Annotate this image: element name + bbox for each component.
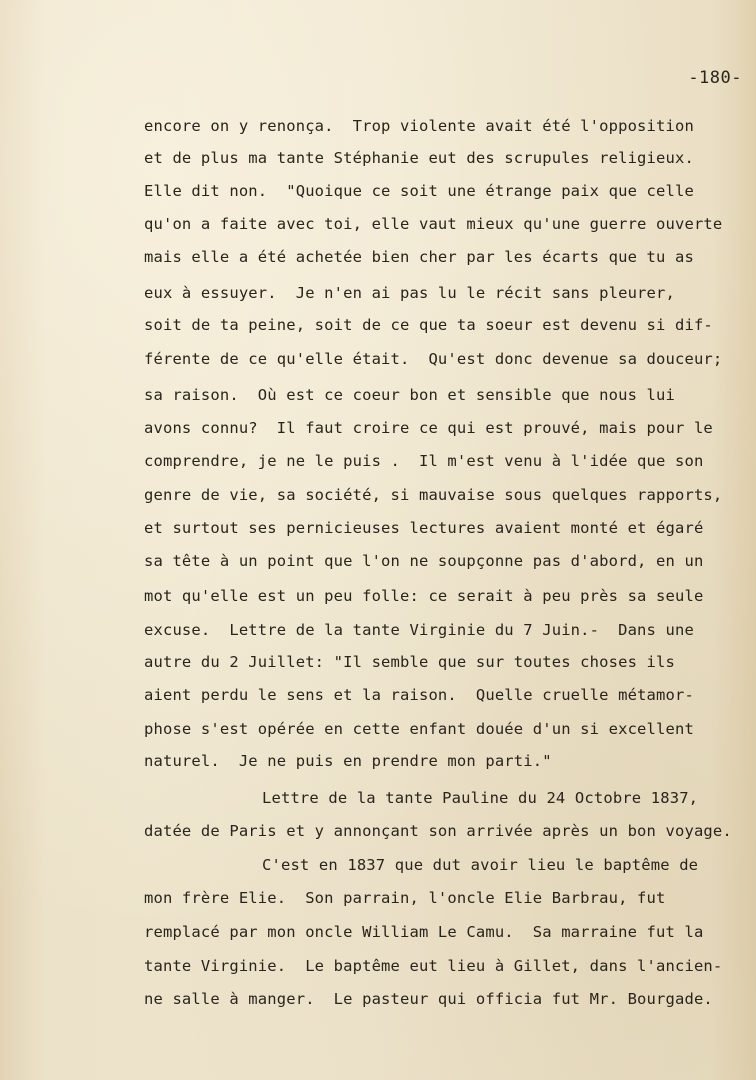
text-line: et de plus ma tante Stéphanie eut des scrupules religieux. [144,149,694,167]
text-line: eux à essuyer. Je n'en ai pas lu le récit sans pleurer, [144,284,675,302]
text-line: genre de vie, sa société, si mauvaise sous quelques rapports, [144,486,723,504]
text-line: avons connu? Il faut croire ce qui est prouvé, mais pour le [144,419,713,437]
text-line: tante Virginie. Le baptême eut lieu à Gillet, dans l'ancien- [144,957,723,975]
text-line: qu'on a faite avec toi, elle vaut mieux qu'une guerre ouverte [144,215,723,233]
text-line: phose s'est opérée en cette enfant douée d'un si excellent [144,720,694,738]
text-line: mais elle a été achetée bien cher par les écarts que tu as [144,248,694,266]
page-number: -180- [688,68,742,88]
text-line: mot qu'elle est un peu folle: ce serait à peu près sa seule [144,587,704,605]
text-line: sa raison. Où est ce coeur bon et sensible que nous lui [144,386,675,404]
text-line: Elle dit non. "Quoique ce soit une étrange paix que celle [144,182,694,200]
text-line: comprendre, je ne le puis . Il m'est venu à l'idée que son [144,452,704,470]
text-line: excuse. Lettre de la tante Virginie du 7 Juin.- Dans une [144,621,694,639]
text-line: encore on y renonça. Trop violente avait été l'opposition [144,117,694,135]
text-line: férente de ce qu'elle était. Qu'est donc devenue sa douceur; [144,350,723,368]
text-line: Lettre de la tante Pauline du 24 Octobre 1837, [262,789,699,807]
text-line: soit de ta peine, soit de ce que ta soeur est devenu si dif- [144,316,713,334]
text-line: sa tête à un point que l'on ne soupçonne pas d'abord, en un [144,552,704,570]
text-line: ne salle à manger. Le pasteur qui officia fut Mr. Bourgade. [144,990,713,1008]
text-line: remplacé par mon oncle William Le Camu. Sa marraine fut la [144,923,704,941]
text-line: C'est en 1837 que dut avoir lieu le baptême de [262,856,699,874]
text-line: autre du 2 Juillet: "Il semble que sur toutes choses ils [144,653,675,671]
text-line: datée de Paris et y annonçant son arrivée après un bon voyage. [144,822,732,840]
text-line: aient perdu le sens et la raison. Quelle cruelle métamor- [144,686,694,704]
text-line: et surtout ses pernicieuses lectures avaient monté et égaré [144,519,704,537]
text-line: naturel. Je ne puis en prendre mon parti." [144,752,552,770]
text-line: mon frère Elie. Son parrain, l'oncle Elie Barbrau, fut [144,889,666,907]
